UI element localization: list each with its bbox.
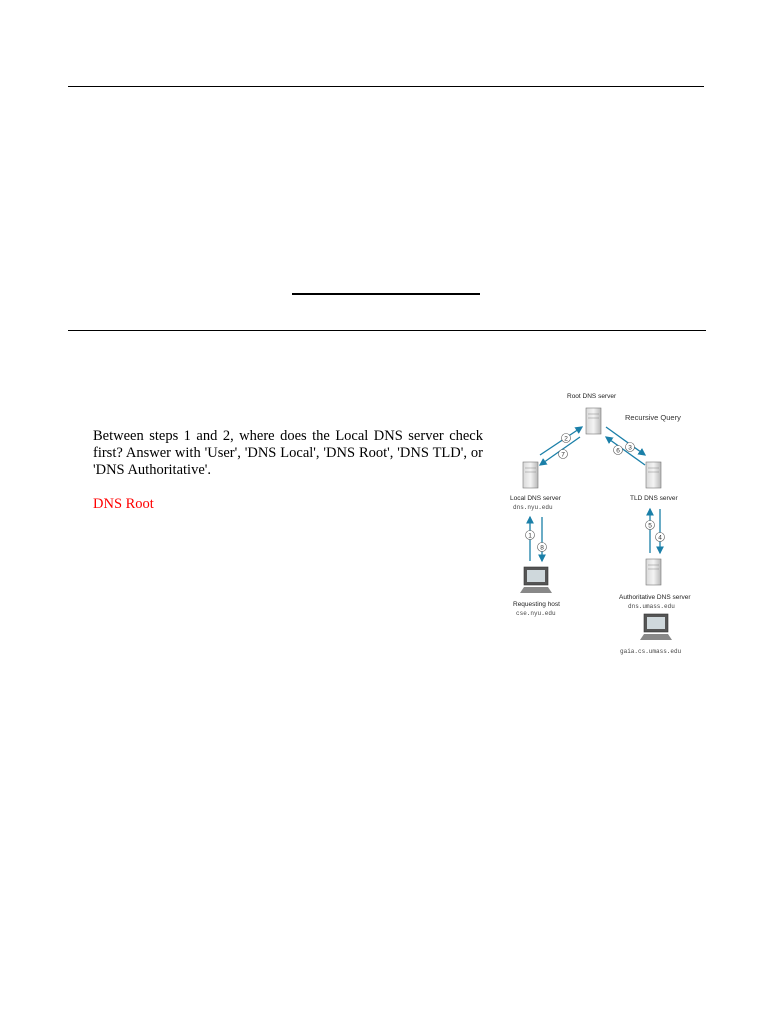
root-server-icon [586, 408, 601, 434]
root-server-label: Root DNS server [567, 393, 617, 400]
requesting-host-icon [520, 567, 552, 593]
auth-server-host: dns.umass.edu [628, 603, 675, 610]
query-type-label: Recursive Query [625, 413, 681, 422]
section-rule [68, 330, 706, 331]
local-server-host: dns.nyu.edu [513, 504, 553, 511]
requesting-host-label: Requesting host [513, 601, 560, 608]
tld-server-label: TLD DNS server [630, 495, 678, 502]
top-rule [68, 86, 704, 87]
step-6-label: 6 [616, 447, 620, 455]
step-7-label: 7 [561, 451, 565, 459]
target-host-icon [640, 614, 672, 640]
answer-text: DNS Root [93, 496, 154, 512]
local-server-label: Local DNS server [510, 495, 561, 502]
step-2-label: 2 [564, 435, 568, 443]
arrows [530, 427, 660, 561]
step-1-label: 1 [528, 532, 532, 540]
step-3-label: 3 [628, 444, 632, 452]
auth-server-label: Authoritative DNS server [619, 594, 691, 601]
auth-server-icon [646, 559, 661, 585]
question-text: Between steps 1 and 2, where does the Local DNS server check first? Answer with 'User', 'DNS Local', 'DNS Root', 'DNS TLD', or 'DNS Authoritative'. [93, 428, 483, 478]
center-rule [292, 293, 480, 295]
target-host-name: gaia.cs.umass.edu [620, 648, 682, 655]
requesting-host-name: cse.nyu.edu [516, 610, 556, 617]
dns-diagram-svg [500, 387, 704, 657]
step-5-label: 5 [648, 522, 652, 530]
step-8-label: 8 [540, 544, 544, 552]
tld-server-icon [646, 462, 661, 488]
dns-diagram [500, 387, 704, 657]
local-server-icon [523, 462, 538, 488]
step-4-label: 4 [658, 534, 662, 542]
